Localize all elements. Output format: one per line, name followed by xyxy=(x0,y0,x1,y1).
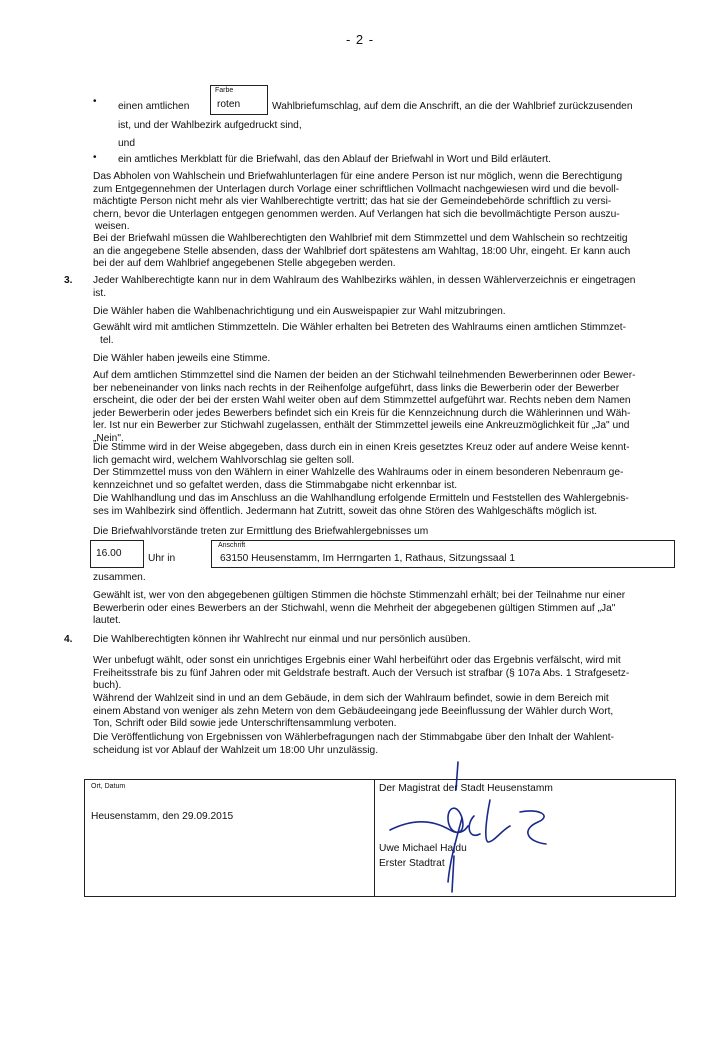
uhr-in-label: Uhr in xyxy=(148,553,176,564)
text-line: ler. Ist nur ein Bewerber zur Stichwahl zugelassen, enthält der Stimmzettel jeweils eine Ankreuzmöglichkeit für „Ja" und xyxy=(93,420,630,432)
text-line: Gewählt wird mit amtlichen Stimmzetteln. Die Wähler erhalten bei Betreten des Wahlraums einen amtlichen Stimmzet- xyxy=(93,322,626,333)
text-line: buch). xyxy=(93,680,122,692)
text-line: Gewählt ist, wer von den abgegebenen gültigen Stimmen die höchste Stimmenzahl erhält; bei der Teilnahme nur einer xyxy=(93,590,626,601)
section3-p8: Die Briefwahlvorstände treten zur Ermittlung des Briefwahlergebnisses um xyxy=(93,526,429,537)
bullet-marker: • xyxy=(93,96,97,107)
text-line: Das Abholen von Wahlschein und Briefwahlunterlagen für eine andere Person ist nur möglich, wenn die Berechtigung xyxy=(93,171,623,182)
text-line: Freiheitsstrafe bis zu fünf Jahren oder mit Geldstrafe bestraft. Auch der Versuch ist strafbar (§ 107a Abs. 1 Strafgesetz- xyxy=(93,667,630,679)
signatory-name: Uwe Michael Hajdu xyxy=(379,843,467,854)
bullet1-line2: ist, und der Wahlbezirk aufgedruckt sind, xyxy=(118,120,302,131)
signatory-title: Erster Stadtrat xyxy=(379,858,445,869)
time-value: 16.00 xyxy=(96,548,122,559)
page-number: - 2 - xyxy=(345,32,375,47)
time-box xyxy=(90,540,144,568)
text-line: an die angegebene Stelle absenden, dass der Wahlbrief dort spätestens am Wahltag, 18:00 Uhr, eingeht. Er kann auch xyxy=(93,245,631,257)
text-line: Wer unbefugt wählt, oder sonst ein unrichtiges Ergebnis einer Wahl herbeiführt oder das Ergebnis verfälscht, wird mit xyxy=(93,655,621,666)
text-line: erscheint, die oder der bei der ersten Wahl weiter oben auf dem Stimmzettel aufgeführt war. Rechts neben dem Namen xyxy=(93,395,631,407)
section3-p5 xyxy=(93,442,693,467)
section3-p4 xyxy=(93,370,693,446)
section4-p1 xyxy=(93,655,693,693)
text-line: weisen. xyxy=(95,221,130,233)
section3-p9 xyxy=(93,590,693,628)
text-line: scheidung ist vor Ablauf der Wahlzeit um 18:00 Uhr unzulässig. xyxy=(93,744,379,756)
text-line: zum Entgegennehmen der Unterlagen durch Vorlage einer schriftlichen Vollmacht nachgewiesen wird und die bevoll- xyxy=(93,183,620,195)
text-line: Ton, Schrift oder Bild sowie jede Unterschriftensammlung verboten. xyxy=(93,718,397,730)
address-box xyxy=(211,540,675,568)
text-line: lich gemacht wird, welchem Wahlvorschlag sie gelten soll. xyxy=(93,454,355,466)
text-line: ist. xyxy=(93,287,107,299)
text-line: Die Stimme wird in der Weise abgegeben, dass durch ein in einen Kreis gesetztes Kreuz oder auf andere Weise kennt- xyxy=(93,442,630,453)
ort-datum-label: Ort, Datum xyxy=(91,783,126,790)
text-line: bei der auf dem Wahlbrief angegebenen Stelle abgegeben werden. xyxy=(93,258,396,270)
text-line: ber nebeneinander von links nach rechts in der Reihenfolge aufgeführt, dass links die Bewerberin oder der Bewerber xyxy=(93,382,620,394)
bullet1-prefix: einen amtlichen xyxy=(118,101,190,112)
text-line: Bei der Briefwahl müssen die Wahlberechtigten den Wahlbrief mit dem Stimmzettel und dem Wahlschein so rechtzeitig xyxy=(93,233,628,244)
section3-p6 xyxy=(93,467,693,492)
para-briefwahl xyxy=(93,233,693,271)
handwritten-signature xyxy=(370,760,570,900)
text-line: Die Veröffentlichung von Ergebnissen von Wählerbefragungen nach der Stimmabgabe über den Inhalt der Wahlent- xyxy=(93,732,615,743)
section-number: 3. xyxy=(64,275,73,286)
section4-p2 xyxy=(93,693,693,731)
address-value: 63150 Heusenstamm, Im Herrngarten 1, Rathaus, Sitzungssaal 1 xyxy=(220,553,516,564)
text-line: mächtigte Person nicht mehr als vier Wahlberechtigte vertritt; das hat sie der Gemeindebehörde schriftlich zu versi- xyxy=(93,196,612,208)
section3-p3: Die Wähler haben jeweils eine Stimme. xyxy=(93,353,271,364)
zusammen-text: zusammen. xyxy=(93,572,146,583)
text-line: jeder Bewerberin oder jedes Bewerbers befindet sich ein Kreis für die Kennzeichnung durch die Wählerinnen und Wäh- xyxy=(93,407,631,419)
text-line: Die Wahlhandlung und das im Anschluss an die Wahlhandlung erfolgende Ermitteln und Feststellen des Wahlergebnis- xyxy=(93,493,629,504)
text-line: „Nein". xyxy=(93,432,124,444)
text-line: Bewerberin oder eines Bewerbers an der Stichwahl, wenn die Mehrheit der abgegebenen gültigen Stimmen auf „Ja" xyxy=(93,602,616,614)
text-line: tel. xyxy=(100,334,114,346)
address-label: Anschrift xyxy=(218,542,246,549)
bullet1-und: und xyxy=(118,138,135,149)
para-abholen xyxy=(93,171,693,234)
section4-p3 xyxy=(93,732,693,757)
section3-p2 xyxy=(93,322,693,347)
text-line: chern, bevor die Unterlagen entgegen genommen werden. Auf Verlangen hat sich die bevollmächtigte Person auszu- xyxy=(93,208,620,220)
section4-intro: Die Wahlberechtigten können ihr Wahlrecht nur einmal und nur persönlich ausüben. xyxy=(93,634,471,645)
bullet1-suffix: Wahlbriefumschlag, auf dem die Anschrift, an die der Wahlbrief zurückzusenden xyxy=(272,101,633,112)
section3-p7 xyxy=(93,493,693,518)
text-line: ses im Wahlbezirk sind öffentlich. Jedermann hat Zutritt, soweit das ohne Stören des Wahlgeschäfts möglich ist. xyxy=(93,505,598,517)
ort-datum-value: Heusenstamm, den 29.09.2015 xyxy=(91,811,234,822)
text-line: einem Abstand von weniger als zehn Metern von dem Gebäudeeingang jede Beeinflussung der Wähler durch Wort, xyxy=(93,705,614,717)
text-line: kennzeichnet und so gefaltet werden, dass die Stimmabgabe nicht erkennbar ist. xyxy=(93,479,458,491)
text-line: Während der Wahlzeit sind in und an dem Gebäude, in dem sich der Wahlraum befindet, sowie in dem Bereich mit xyxy=(93,693,609,704)
bullet2-text: ein amtliches Merkblatt für die Briefwahl, das den Ablauf der Briefwahl in Wort und Bild erläutert. xyxy=(118,154,551,165)
text-line: lautet. xyxy=(93,615,121,627)
text-line: Jeder Wahlberechtigte kann nur in dem Wahlraum des Wahlbezirks wählen, in dessen Wählerverzeichnis er eingetragen xyxy=(93,275,636,286)
text-line: Auf dem amtlichen Stimmzettel sind die Namen der beiden an der Stichwahl teilnehmenden Bewerberinnen oder Bewer- xyxy=(93,370,636,381)
section3-intro xyxy=(93,275,693,300)
color-field-box xyxy=(210,85,268,115)
color-field-label: Farbe xyxy=(215,87,234,94)
section3-p1: Die Wähler haben die Wahlbenachrichtigung und ein Ausweispapier zur Wahl mitzubringen. xyxy=(93,306,506,317)
section-number: 4. xyxy=(64,634,73,645)
magistrat-label: Der Magistrat der Stadt Heusenstamm xyxy=(379,783,553,794)
bullet-marker: • xyxy=(93,152,97,163)
text-line: Der Stimmzettel muss von den Wählern in einer Wahlzelle des Wahlraums oder in einem besonderen Nebenraum ge- xyxy=(93,467,624,478)
color-field-value: roten xyxy=(217,99,241,110)
